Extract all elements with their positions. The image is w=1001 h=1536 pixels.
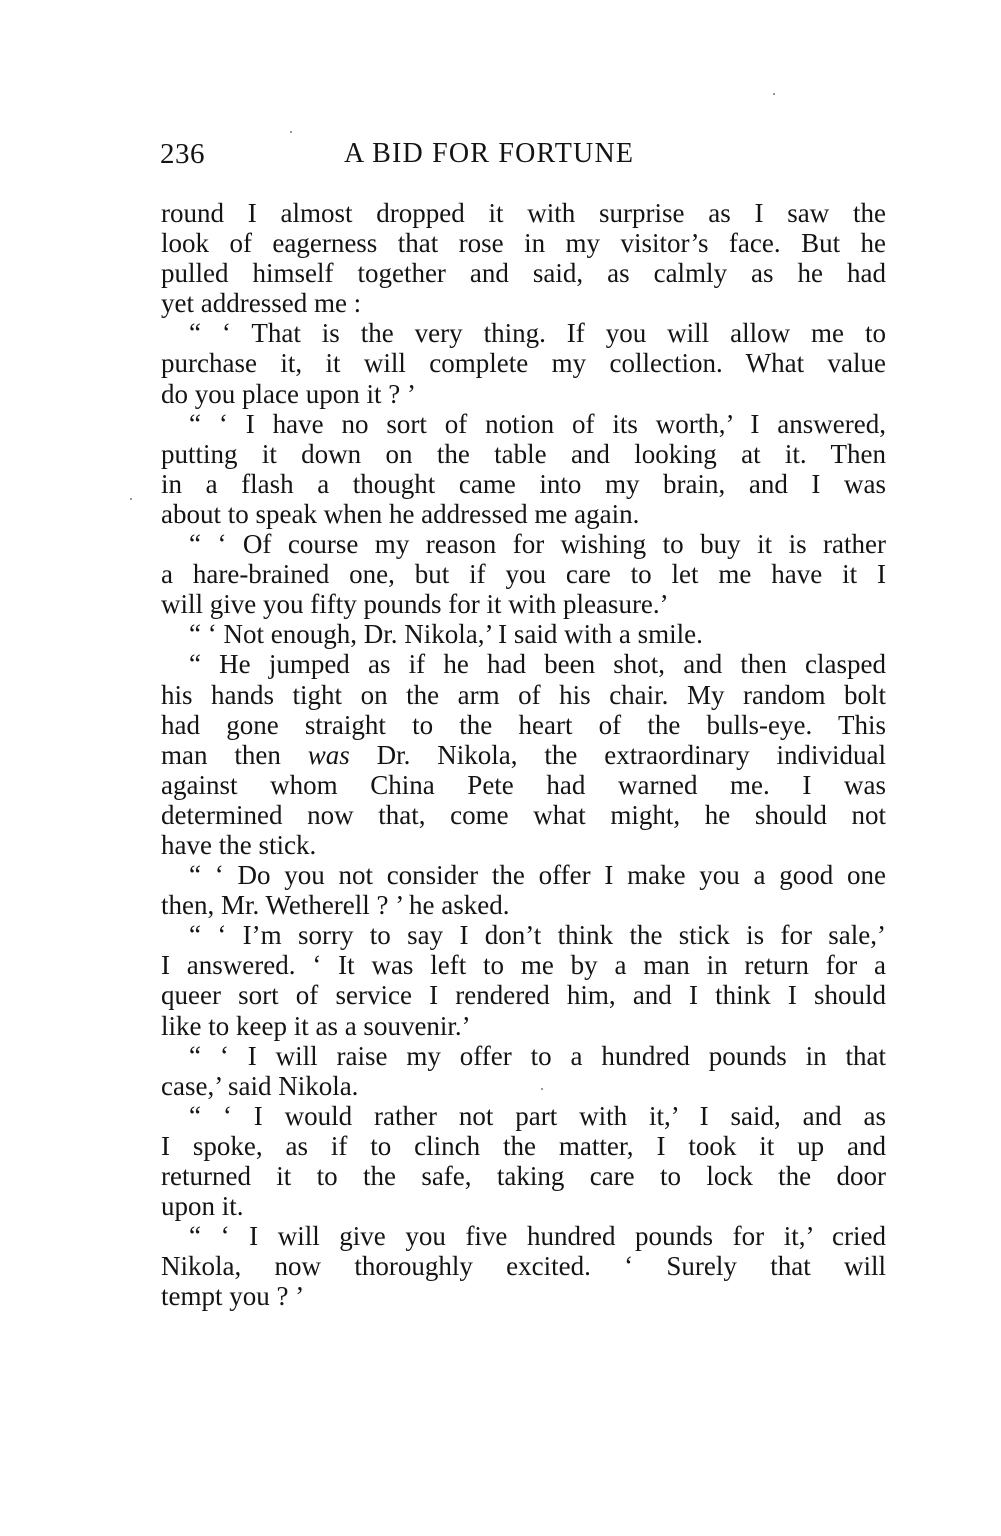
text-line: his hands tight on the arm of his chair. My random bolt [161, 679, 886, 710]
text-line: “ ‘ Do you not consider the offer I make you a good one [189, 860, 886, 891]
text-line [161, 740, 886, 770]
text-line: “ ‘ Of course my reason for wishing to buy it is rather [189, 529, 886, 560]
text-line: in a flash a thought came into my brain, and I was [161, 468, 886, 499]
text-line: tempt you ? ’ [161, 1281, 305, 1312]
text-line: “ ‘ I would rather not part with it,’ I said, and as [189, 1100, 886, 1131]
page-header [160, 138, 890, 178]
text-line: do you place upon it ? ’ [161, 378, 416, 409]
text-line: purchase it, it will complete my collection. What value [161, 348, 886, 379]
text-fragment: man then [161, 739, 281, 770]
body-text [161, 198, 886, 1311]
text-line: have the stick. [161, 829, 317, 860]
paper-speck [541, 1088, 543, 1090]
text-line: “ He jumped as if he had been shot, and then clasped [189, 649, 886, 680]
paper-speck [290, 131, 292, 133]
running-title: A BID FOR FORTUNE [344, 138, 635, 169]
text-line: returned it to the safe, taking care to lock the door [161, 1161, 886, 1191]
text-line: “ ‘ That is the very thing. If you will allow me to [189, 318, 886, 349]
text-line: against whom China Pete had warned me. I was [161, 769, 886, 800]
text-line: “ ‘ I will raise my offer to a hundred pounds in that [189, 1040, 886, 1071]
text-line: Nikola, now thoroughly excited. ‘ Surely that will [161, 1251, 886, 1282]
text-line: upon it. [161, 1191, 244, 1222]
paper-speck [773, 93, 775, 95]
text-line: I answered. ‘ It was left to me by a man in return for a [161, 950, 886, 981]
text-line: then, Mr. Wetherell ? ’ he asked. [161, 890, 510, 921]
text-line: I spoke, as if to clinch the matter, I took it up and [161, 1130, 886, 1161]
text-line: “ ‘ I have no sort of notion of its worth,’ I answered, [189, 408, 886, 439]
paper-speck [130, 498, 132, 500]
text-line: determined now that, come what might, he should not [161, 799, 886, 830]
text-line: had gone straight to the heart of the bulls-eye. This [161, 709, 886, 740]
text-fragment: Dr. Nikola, the extraordinary individual [376, 739, 886, 770]
text-line: “ ‘ I’m sorry to say I don’t think the stick is for sale,’ [189, 920, 886, 951]
text-line: case,’ said Nikola. [161, 1070, 359, 1101]
text-line: look of eagerness that rose in my visitor’s face. But he [161, 228, 886, 259]
emphasis-word: was [307, 739, 350, 770]
text-line: round I almost dropped it with surprise as I saw the [161, 198, 886, 228]
text-line: “ ‘ Not enough, Dr. Nikola,’ I said with a smile. [189, 619, 703, 650]
page-number: 236 [160, 138, 205, 170]
text-line: pulled himself together and said, as calmly as he had [161, 258, 886, 289]
text-line: a hare-brained one, but if you care to let me have it I [161, 559, 886, 590]
text-line: yet addressed me : [161, 288, 362, 319]
text-line: putting it down on the table and looking at it. Then [161, 438, 886, 469]
text-line: “ ‘ I will give you five hundred pounds for it,’ cried [189, 1221, 886, 1252]
text-line: like to keep it as a souvenir.’ [161, 1010, 471, 1041]
text-line: will give you fifty pounds for it with pleasure.’ [161, 589, 669, 620]
text-line: queer sort of service I rendered him, and I think I should [161, 980, 886, 1011]
text-line: about to speak when he addressed me again. [161, 498, 640, 529]
